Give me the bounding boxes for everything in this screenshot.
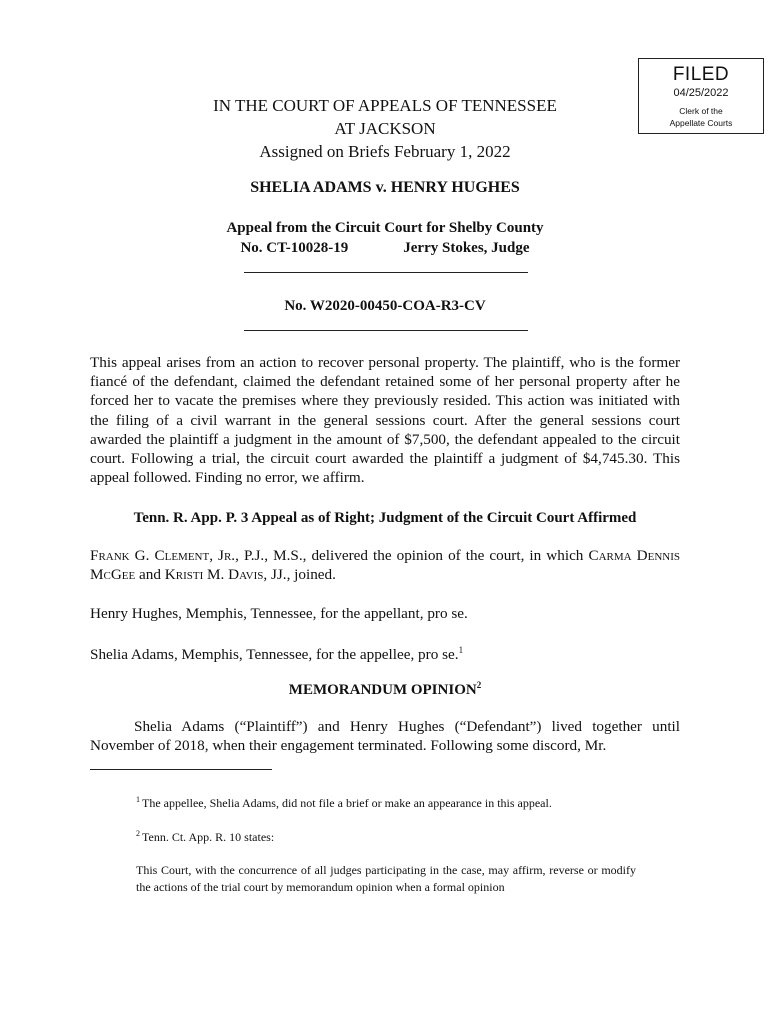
court-name: IN THE COURT OF APPEALS OF TENNESSEE [213,96,557,115]
footnote-ref-2[interactable]: 2 [476,680,482,690]
author-name: Frank G. Clement, Jr. [90,547,236,564]
filed-label: FILED [672,64,730,85]
counsel-appellant: Henry Hughes, Memphis, Tennessee, for the appellant, pro se. [90,605,468,622]
counsel-appellee: Shelia Adams, Memphis, Tennessee, for the appellee, pro se. [90,646,459,663]
trial-judge: Jerry Stokes, Judge [403,240,530,256]
footnote-ref-1[interactable]: 1 [458,644,464,655]
author-text-1: , P.J., M.S., delivered the opinion of the court, in which [235,547,589,564]
footnote-2-text: Tenn. Ct. App. R. 10 states: [142,830,275,844]
author-text-3: , JJ., joined. [263,566,336,584]
memo-heading-line [0,682,770,699]
clerk-line-1: Clerk of the [679,106,723,116]
footnote-2-mark: 2 [136,829,140,838]
judge-name-2: Kristi M. Davis [164,566,264,584]
appeal-from: Appeal from the Circuit Court for Shelby County [226,220,544,236]
trial-case-number: No. CT-10028-19 [240,240,349,256]
footnote-1-text: The appellee, Shelia Adams, did not file a brief or make an appearance in this appeal. [142,796,552,810]
court-location: AT JACKSON [334,119,436,138]
judge-name-1: Carma Dennis McGee [90,547,680,584]
footnote-1-mark: 1 [136,795,140,804]
footnote-2-quote: This Court, with the concurrence of all judges participating in the case, may affirm, reverse or modify the actions of the trial court by memorandum opinion when a formal opinion [136,863,636,894]
filed-date: 04/25/2022 [673,87,729,99]
counsel-appellee-line [90,645,680,664]
disposition-rule: Tenn. R. App. P. 3 Appeal as of Right; Judgment of the Circuit Court Affirmed [133,510,637,526]
author-line [90,546,680,584]
body-paragraph: Shelia Adams (“Plaintiff”) and Henry Hughes (“Defendant”) lived together until November of 2018, when their engagement terminated. Following some discord, Mr. [90,718,680,755]
court-header [0,94,770,163]
footnote-2 [136,829,656,846]
docket-number: No. W2020-00450-COA-R3-CV [284,298,486,314]
footnote-divider [90,769,272,770]
appeal-number-line [0,240,770,257]
author-text-2: and [135,566,165,584]
assigned-date: Assigned on Briefs February 1, 2022 [259,142,511,161]
footnote-1 [136,795,656,812]
case-title: SHELIA ADAMS v. HENRY HUGHES [250,179,520,196]
clerk-line-2: Appellate Courts [669,118,733,128]
memo-heading: MEMORANDUM OPINION [288,682,477,698]
divider-bottom [244,330,528,331]
case-summary: This appeal arises from an action to recover personal property. The plaintiff, who is the former fiancé of the defendant, claimed the defendant retained some of her personal property after he forced her to vacate the premises where they previously resided. This action was initiated with the filing of a civil warrant in the general sessions court. After the general sessions court awarded the plaintiff a judgment in the amount of $7,500, the defendant appealed to the circuit court. Following a trial, the circuit court awarded the plaintiff a judgment of $4,745.30. This appeal followed. Finding no error, we affirm. [90,354,680,487]
divider-top [244,272,528,273]
